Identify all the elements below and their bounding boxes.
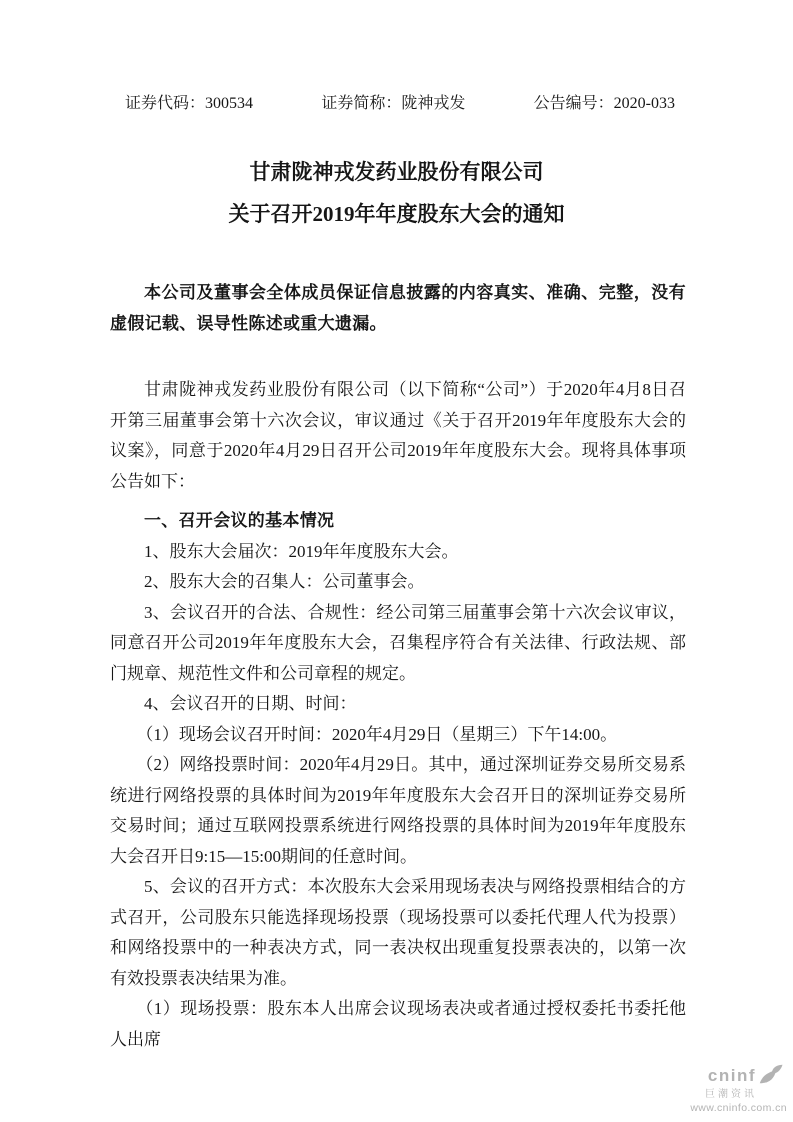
list-item: （1）现场投票：股东本人出席会议现场表决或者通过授权委托书委托他人出席 <box>110 999 686 1049</box>
title-line-2: 关于召开2019年年度股东大会的通知 <box>228 202 565 226</box>
list-item: 1、股东大会届次：2019年年度股东大会。 <box>144 541 459 561</box>
list-item: 4、会议召开的日期、时间： <box>144 694 357 713</box>
cninfo-brand-text: cninf <box>707 1066 756 1085</box>
intro-paragraph: 甘肃陇神戎发药业股份有限公司（以下简称“公司”）于2020年4月8日召开第三届董事会第十六次会议，审议通过《关于召开2019年年度股东大会的议案》，同意于2020年4月29日召开公司2019年年度股东大会。现将具体事项公告如下： <box>110 380 686 491</box>
cninfo-url: www.cninfo.com.cn <box>690 1101 787 1114</box>
section-heading: 一、召开会议的基本情况 <box>144 511 335 530</box>
document-body <box>110 375 686 1055</box>
stock-name: 证券简称：陇神戎发 <box>321 95 466 112</box>
document-title <box>0 158 793 228</box>
list-item: 5、会议的召开方式：本次股东大会采用现场表决与网络投票相结合的方式召开，公司股东只能选择现场投票（现场投票可以委托代理人代为投票）和网络投票中的一种表决方式，同一表决权出现重复投票表决的，以第一次有效投票表决结果为准。 <box>110 877 686 988</box>
title-line-1: 甘肃陇神戎发药业股份有限公司 <box>249 160 544 184</box>
document-header <box>0 0 793 114</box>
cninfo-logo <box>690 1064 787 1114</box>
stock-code: 证券代码：300534 <box>125 95 254 112</box>
list-item: （2）网络投票时间：2020年4月29日。其中，通过深圳证券交易所交易系统进行网络投票的具体时间为2019年年度股东大会召开日的深圳证券交易所交易时间；通过互联网投票系统进行网络投票的具体时间为2019年年度股东大会召开日9:15—15:00期间的任意时间。 <box>110 755 686 866</box>
announcement-number: 公告编号：2020-033 <box>533 95 675 112</box>
list-item: （1）现场会议召开时间：2020年4月29日（星期三）下午14:00。 <box>136 724 618 744</box>
cninfo-swirl-icon <box>759 1064 783 1088</box>
list-item: 3、会议召开的合法、合规性：经公司第三届董事会第十六次会议审议，同意召开公司2019年年度股东大会，召集程序符合有关法律、行政法规、部门规章、规范性文件和公司章程的规定。 <box>110 602 686 683</box>
cninfo-chinese-name: 巨潮资讯 <box>705 1088 757 1100</box>
list-item: 2、股东大会的召集人：公司董事会。 <box>144 572 425 591</box>
disclaimer-statement: 本公司及董事会全体成员保证信息披露的内容真实、准确、完整，没有虚假记载、误导性陈述或重大遗漏。 <box>110 283 686 333</box>
